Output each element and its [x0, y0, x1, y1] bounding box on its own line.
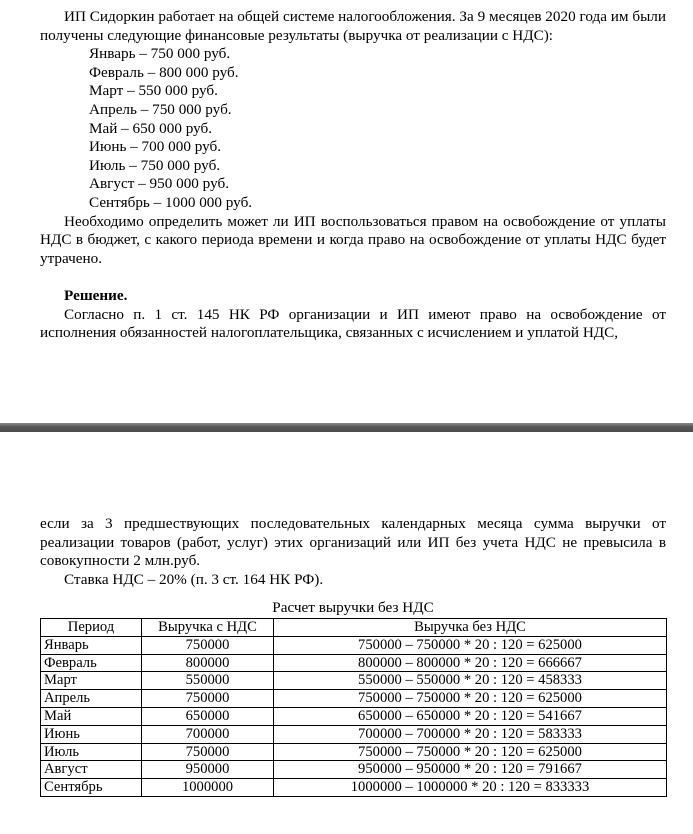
table-row — [41, 690, 667, 708]
revenue-with-vat-cell: 950000 — [142, 761, 274, 779]
period-cell: Июнь — [41, 725, 142, 743]
revenue-with-vat-cell: 750000 — [142, 743, 274, 761]
revenue-with-vat-cell: 750000 — [142, 690, 274, 708]
revenue-without-vat-cell: 950000 – 950000 * 20 : 120 = 791667 — [274, 761, 667, 779]
header-revenue-with-vat: Выручка с НДС — [142, 618, 274, 636]
revenue-with-vat-cell: 1000000 — [142, 779, 274, 797]
table-row — [41, 707, 667, 725]
table-caption: Расчет выручки без НДС — [272, 599, 434, 617]
table-row — [41, 636, 667, 654]
document-page-2 — [0, 432, 693, 834]
revenue-without-vat-cell: 650000 – 650000 * 20 : 120 = 541667 — [274, 707, 667, 725]
list-item: Апрель – 750 000 руб. — [89, 100, 232, 118]
revenue-without-vat-cell: 550000 – 550000 * 20 : 120 = 458333 — [274, 672, 667, 690]
revenue-without-vat-cell: 750000 – 750000 * 20 : 120 = 625000 — [274, 636, 667, 654]
revenue-without-vat-cell: 750000 – 750000 * 20 : 120 = 625000 — [274, 690, 667, 708]
list-item: Май – 650 000 руб. — [89, 119, 213, 137]
period-cell: Март — [41, 672, 142, 690]
table-header-row — [41, 618, 667, 636]
period-cell: Август — [41, 761, 142, 779]
solution-paragraph: Согласно п. 1 ст. 145 НК РФ организации и ИП имеют право на освобождение от исполнения обязанностей налогоплательщика, связанных с исчислением и уплатой НДС, — [40, 305, 666, 342]
period-cell: Сентябрь — [41, 779, 142, 797]
table-row — [41, 725, 667, 743]
list-item: Август – 950 000 руб. — [89, 175, 229, 193]
revenue-with-vat-cell: 700000 — [142, 725, 274, 743]
revenue-without-vat-cell: 700000 – 700000 * 20 : 120 = 583333 — [274, 725, 667, 743]
revenue-without-vat-cell: 800000 – 800000 * 20 : 120 = 666667 — [274, 654, 667, 672]
intro-paragraph: ИП Сидоркин работает на общей системе налогообложения. За 9 месяцев 2020 года им были получены следующие финансовые результаты (выручка от реализации с НДС): — [40, 8, 666, 44]
list-item: Июнь – 700 000 руб. — [89, 138, 222, 156]
revenue-without-vat-cell: 1000000 – 1000000 * 20 : 120 = 833333 — [274, 779, 667, 797]
header-revenue-without-vat: Выручка без НДС — [274, 618, 667, 636]
continuation-paragraph: если за 3 предшествующих последовательных календарных месяца сумма выручки от реализации товаров (работ, услуг) этих организаций или ИП без учета НДС не превысила в совокупности 2 млн.руб. — [40, 515, 666, 570]
table-row — [41, 779, 667, 797]
list-item: Июль – 750 000 руб. — [89, 156, 221, 174]
list-item: Сентябрь – 1000 000 руб. — [89, 193, 253, 211]
table-row — [41, 761, 667, 779]
revenue-with-vat-cell: 800000 — [142, 654, 274, 672]
period-cell: Январь — [41, 636, 142, 654]
page-1-content — [40, 8, 666, 343]
revenue-with-vat-cell: 650000 — [142, 707, 274, 725]
period-cell: Февраль — [41, 654, 142, 672]
blank-line — [40, 268, 666, 287]
period-cell: Апрель — [41, 690, 142, 708]
revenue-without-vat-cell: 750000 – 750000 * 20 : 120 = 625000 — [274, 743, 667, 761]
table-row — [41, 743, 667, 761]
revenue-with-vat-cell: 750000 — [142, 636, 274, 654]
list-item: Январь – 750 000 руб. — [89, 45, 231, 63]
table-row — [41, 672, 667, 690]
solution-heading: Решение. — [64, 286, 128, 304]
period-cell: Май — [41, 707, 142, 725]
table-row — [41, 654, 667, 672]
revenue-with-vat-cell: 550000 — [142, 672, 274, 690]
list-item: Март – 550 000 руб. — [89, 82, 218, 100]
vat-rate-paragraph: Ставка НДС – 20% (п. 3 ст. 164 НК РФ). — [64, 570, 324, 588]
task-paragraph: Необходимо определить может ли ИП воспользоваться правом на освобождение от уплаты НДС в бюджет, с какого периода времени и когда право на освобождение от уплаты НДС будет утрачено. — [40, 212, 666, 267]
revenue-table — [40, 618, 667, 797]
monthly-revenue-list — [40, 45, 666, 212]
page-2-content — [40, 515, 666, 797]
header-period: Период — [41, 618, 142, 636]
list-item: Февраль – 800 000 руб. — [89, 63, 239, 81]
period-cell: Июль — [41, 743, 142, 761]
